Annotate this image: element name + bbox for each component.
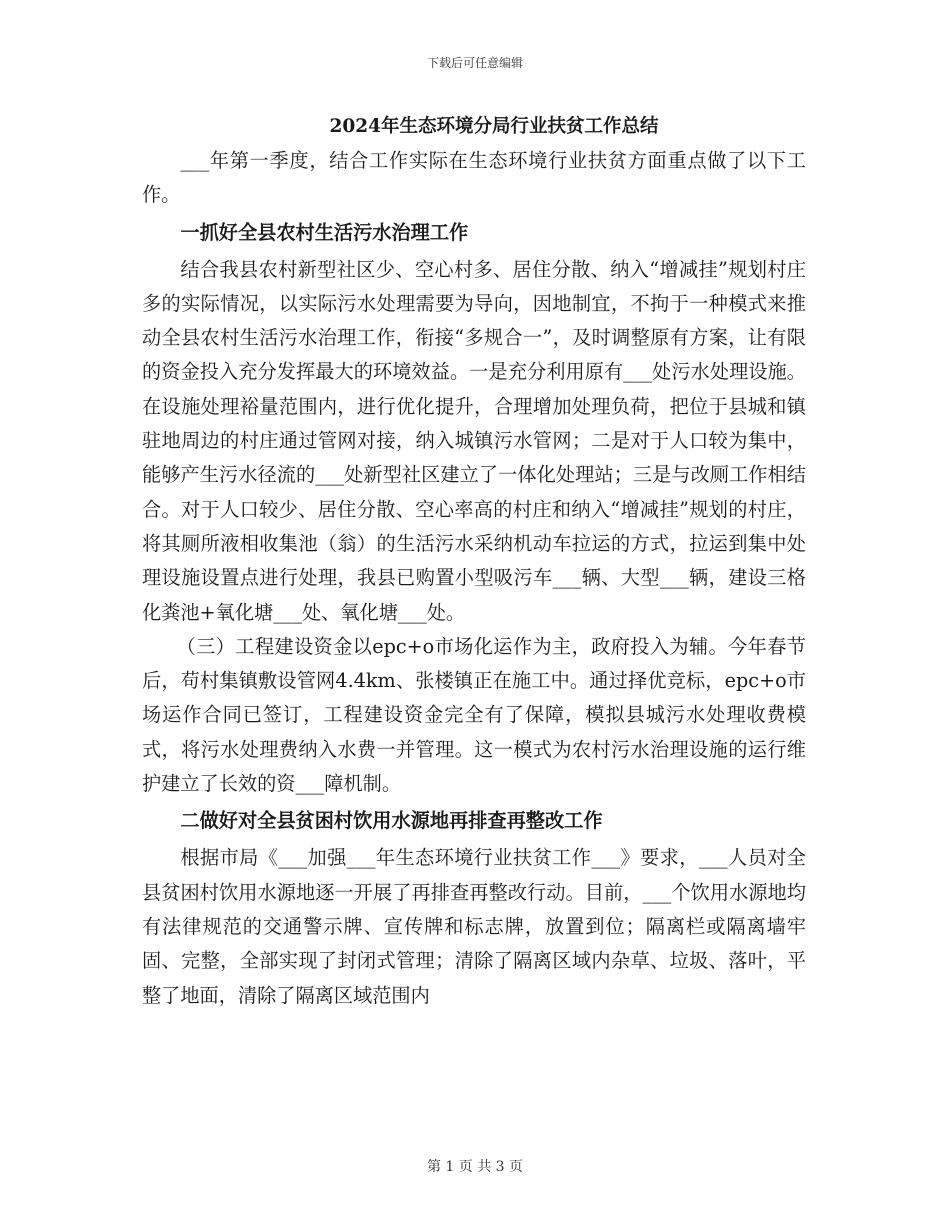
document-body [142, 112, 806, 1013]
page-header-note: 下载后可任意编辑 [426, 56, 523, 70]
document-title: 2024年生态环境分局行业扶贫工作总结 [329, 116, 659, 137]
page-number: 第 1 页 共 3 页 [426, 1159, 524, 1175]
section2-paragraph-1: 根据市局《___加强___年生态环境行业扶贫工作___》要求，___人员对全县贫困村饮用水源地逐一开展了再排查再整改行动。目前，___个饮用水源地均有法律规范的交通警示牌、宣传牌和标志牌，放置到位；隔离栏或隔离墙牢固、完整，全部实现了封闭式管理；清除了隔离区域内杂草、垃圾、落叶，平整了地面，清除了隔离区域范围内 [142, 846, 806, 1007]
section1-paragraph-2: （三）工程建设资金以epc+o市场化运作为主，政府投入为辅。今年春节后，苟村集镇敷设管网4.4km、张楼镇正在施工中。通过择优竞标，epc+o市场运作合同已签订，工程建设资金完全有了保障，模拟县城污水处理收费模式，将污水处理费纳入水费一并管理。这一模式为农村污水治理设施的运行维护建立了长效的资___障机制。 [142, 634, 806, 796]
section-heading-1: 一抓好全县农村生活污水治理工作 [180, 220, 469, 244]
intro-paragraph: ___年第一季度，结合工作实际在生态环境行业扶贫方面重点做了以下工作。 [142, 149, 806, 207]
section1-paragraph-1: 结合我县农村新型社区少、空心村多、居住分散、纳入“增减挂”规划村庄多的实际情况，以实际污水处理需要为导向，因地制宜，不拘于一种模式来推动全县农村生活污水治理工作，衔接“多规合一”，及时调整原有方案，让有限的资金投入充分发挥最大的环境效益。一是充分利用原有___处污水处理设施。在设施处理裕量范围内，进行优化提升，合理增加处理负荷，把位于县城和镇驻地周边的村庄通过管网对接，纳入城镇污水管网；二是对于人口较为集中，能够产生污水径流的___处新型社区建立了一体化处理站；三是与改厕工作相结合。对于人口较少、居住分散、空心率高的村庄和纳入“增减挂”规划的村庄，将其厕所液相收集池（翁）的生活污水采纳机动车拉运的方式，拉运到集中处理设施设置点进行处理，我县已购置小型吸污车___辆、大型___辆，建设三格化粪池+氧化塘___处、氧化塘___处。 [142, 257, 806, 624]
section-heading-2: 二做好对全县贫困村饮用水源地再排查再整改工作 [180, 809, 603, 833]
